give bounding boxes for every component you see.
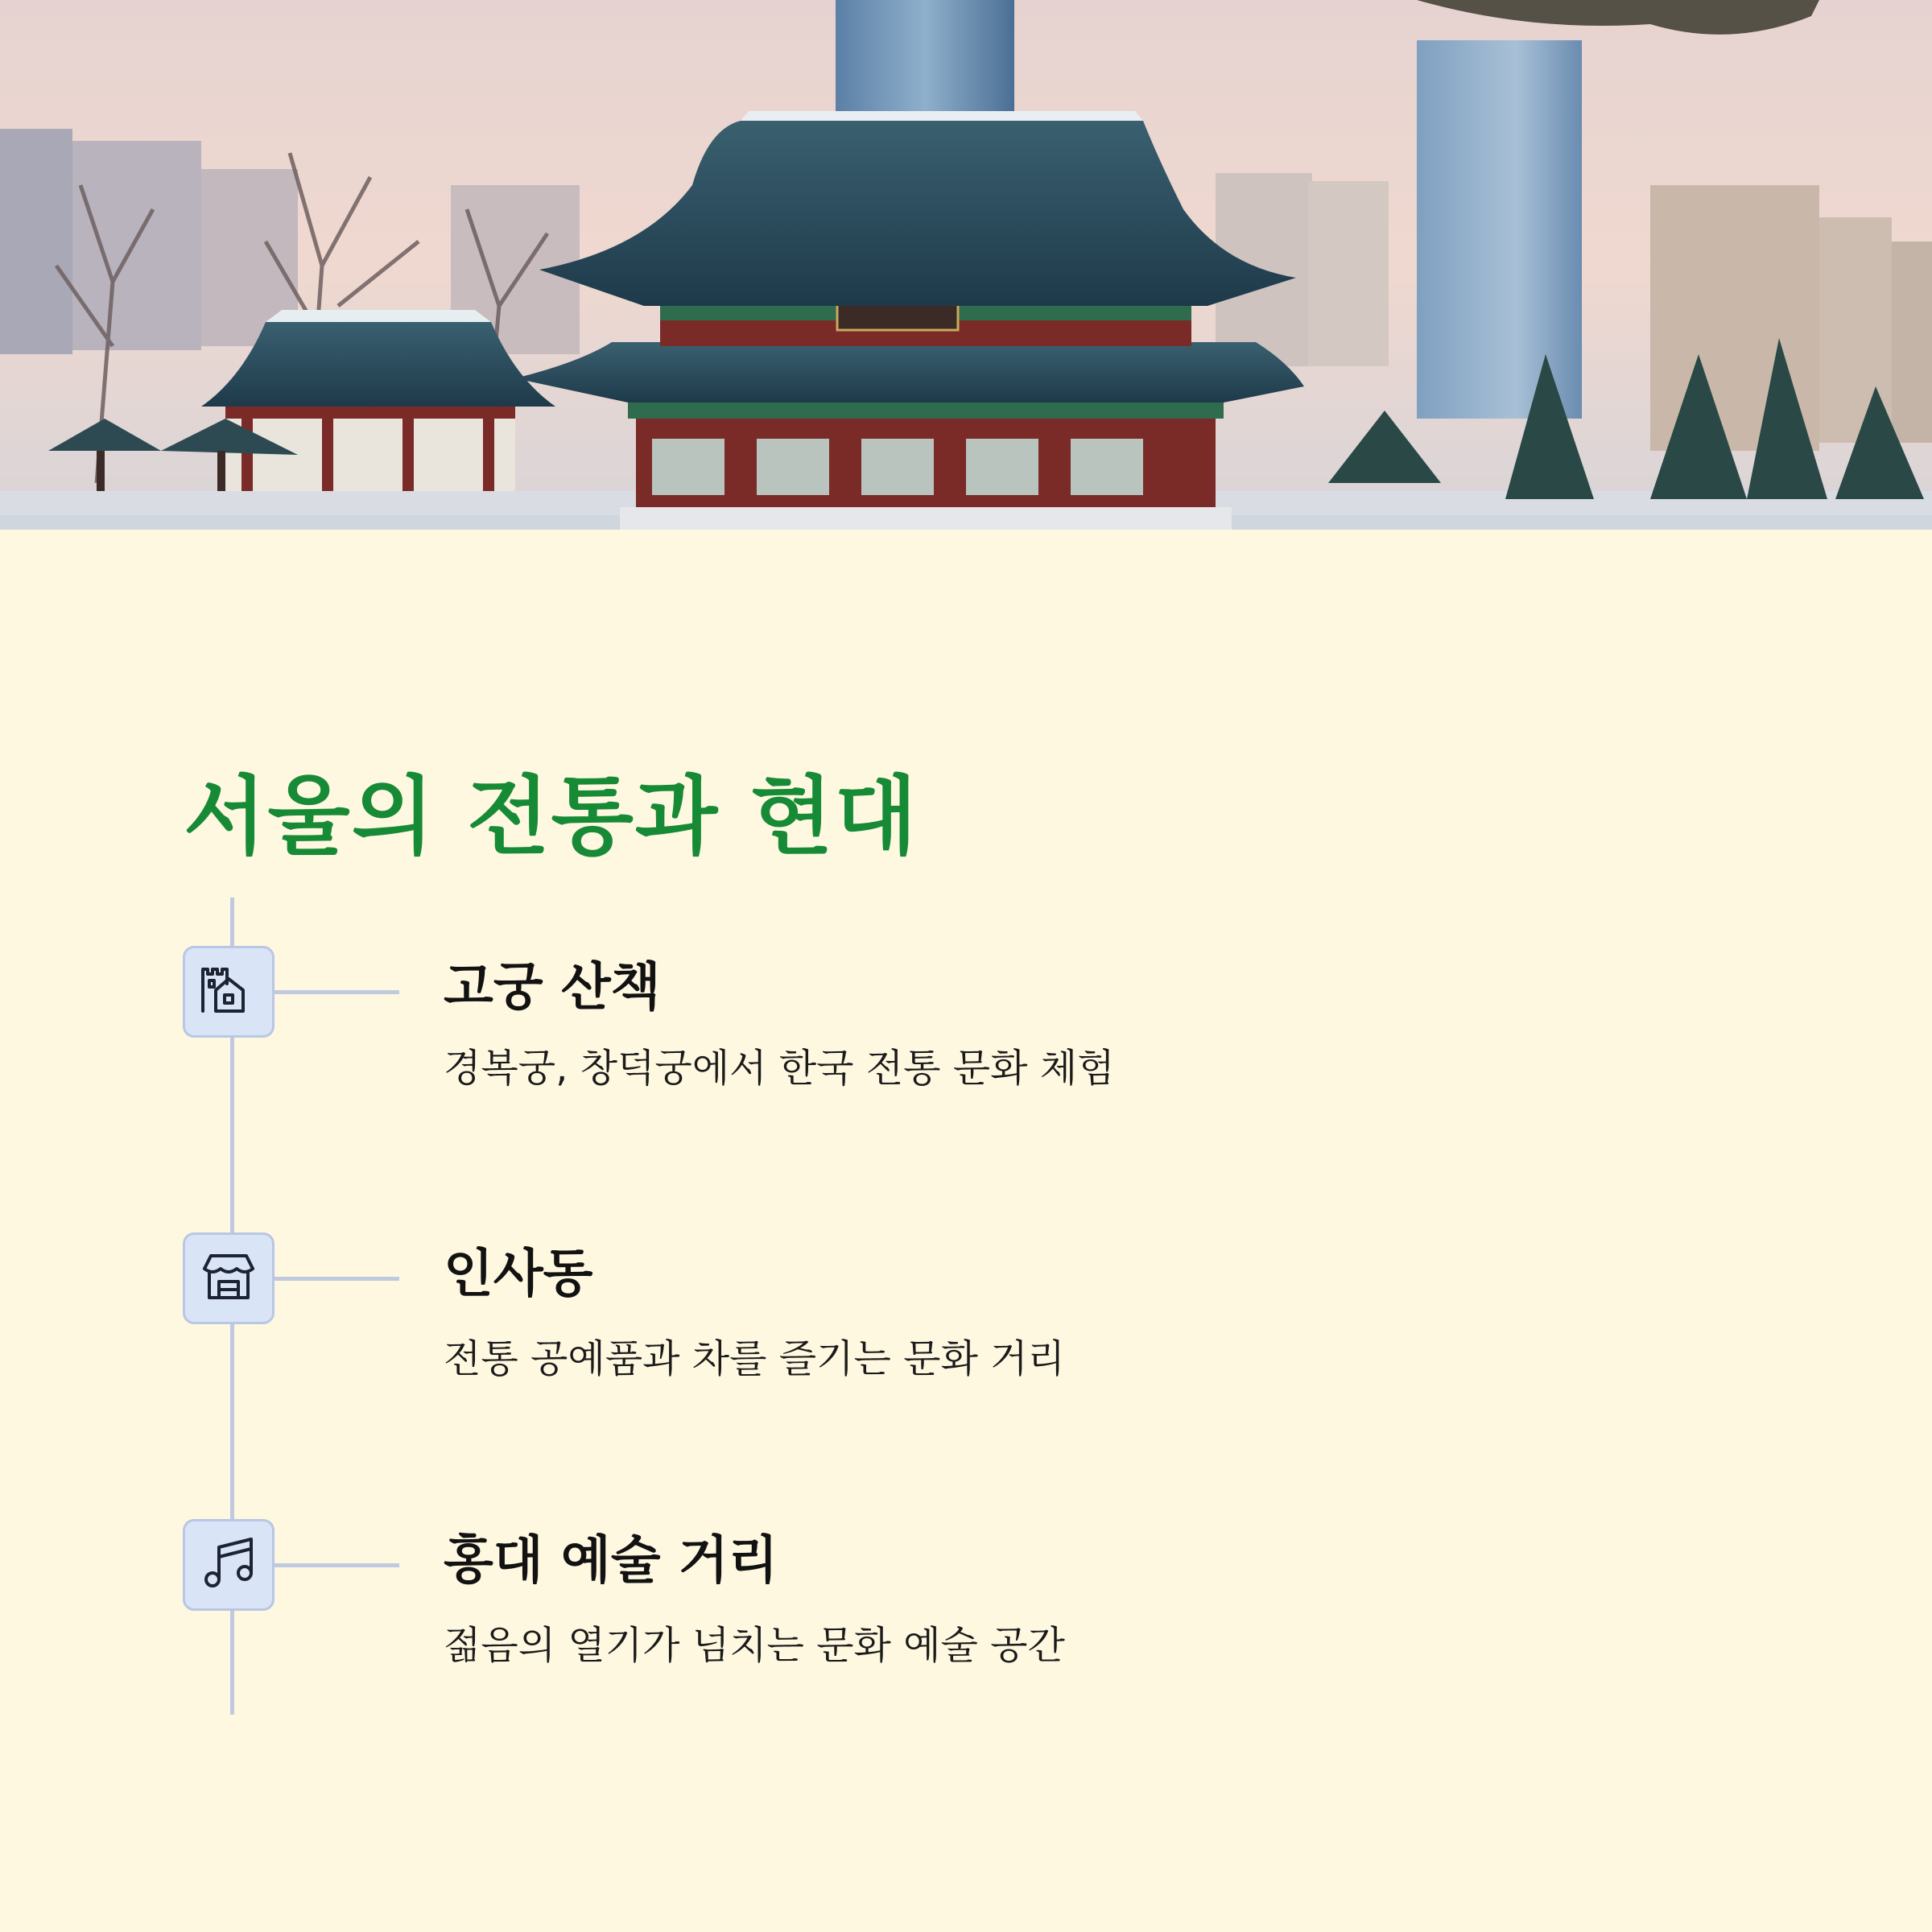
- connector-line: [275, 1277, 399, 1281]
- item-description: 젊음의 열기가 넘치는 문화 예술 공간: [444, 1623, 1065, 1668]
- item-title: 고궁 산책: [444, 958, 661, 1018]
- item-title: 인사동: [444, 1245, 593, 1304]
- music-note-icon: [196, 1531, 261, 1599]
- connector-line: [275, 990, 399, 994]
- timeline-item-palace: [0, 946, 1932, 1107]
- item-description: 경복궁, 창덕궁에서 한국 전통 문화 체험: [444, 1046, 1115, 1091]
- page-title: 서울의 전통과 현대: [184, 767, 919, 866]
- icon-box: [183, 1519, 275, 1611]
- connector-line: [275, 1563, 399, 1567]
- icon-box: [183, 1232, 275, 1324]
- hero-image: [0, 0, 1932, 530]
- palace-icon: [196, 958, 261, 1026]
- timeline-item-hongdae: [0, 1519, 1932, 1680]
- item-description: 전통 공예품과 차를 즐기는 문화 거리: [444, 1336, 1065, 1381]
- icon-box: [183, 946, 275, 1038]
- timeline-item-insadong: [0, 1232, 1932, 1393]
- shop-icon: [196, 1245, 261, 1312]
- item-title: 홍대 예술 거리: [444, 1531, 778, 1591]
